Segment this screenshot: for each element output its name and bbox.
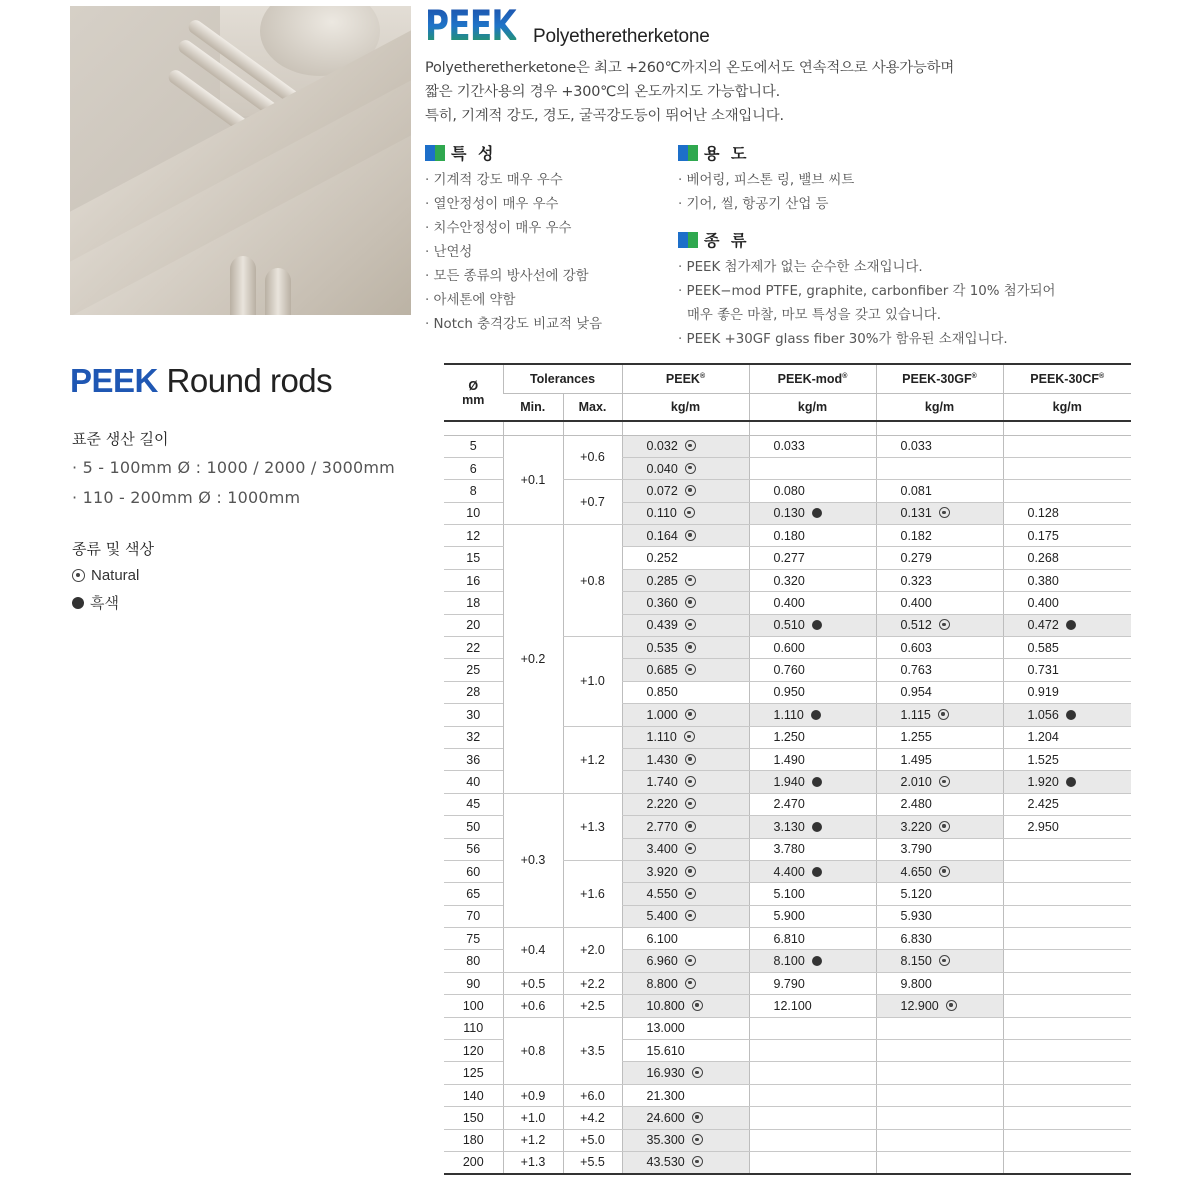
max-tolerance-cell: +6.0 [563, 1084, 622, 1106]
weight-cell: 0.400 [1003, 592, 1131, 614]
black-marker-icon [1066, 710, 1076, 720]
section-marker-icon [678, 145, 698, 161]
weight-cell: 0.130 [749, 502, 876, 524]
col-header-peek-mod: PEEK-mod® [749, 364, 876, 393]
max-tolerance-cell: +1.6 [563, 860, 622, 927]
max-header: Max. [563, 393, 622, 421]
natural-marker-icon [685, 843, 696, 854]
table-row [444, 1107, 1131, 1129]
weight-cell [749, 1040, 876, 1062]
weight-cell [1003, 883, 1131, 905]
max-tolerance-cell: +2.0 [563, 928, 622, 973]
diameter-cell: 20 [444, 614, 503, 636]
unit-header: kg/m [876, 393, 1003, 421]
diameter-cell: 65 [444, 883, 503, 905]
unit-header: kg/m [622, 393, 749, 421]
list-item: · PEEK +30GF glass fiber 30%가 함유된 소재입니다. [678, 328, 1056, 352]
natural-marker-icon [939, 866, 950, 877]
weight-cell: 13.000 [622, 1017, 749, 1039]
weight-cell: 3.790 [876, 838, 1003, 860]
min-tolerance-cell: +1.2 [503, 1129, 563, 1151]
weight-cell: 1.056 [1003, 704, 1131, 726]
weight-cell [1003, 480, 1131, 502]
weight-cell: 12.900 [876, 995, 1003, 1017]
black-marker-icon [812, 822, 822, 832]
weight-cell: 0.182 [876, 525, 1003, 547]
natural-dot-icon [72, 569, 85, 582]
intro-line: 짧은 기간사용의 경우 +300℃의 온도까지도 가능합니다. [425, 84, 780, 100]
weight-cell [1003, 1152, 1131, 1174]
max-tolerance-cell: +1.2 [563, 726, 622, 793]
intro-line: Polyetheretherketone은 최고 +260℃까지의 온도에서도 연속적으로 사용가능하며 [425, 60, 955, 76]
natural-marker-icon [939, 619, 950, 630]
weight-cell: 0.950 [749, 681, 876, 703]
diameter-cell: 56 [444, 838, 503, 860]
weight-cell: 0.131 [876, 502, 1003, 524]
natural-marker-icon [684, 731, 695, 742]
weight-cell [749, 1062, 876, 1084]
weight-cell: 3.400 [622, 838, 749, 860]
natural-marker-icon [685, 597, 696, 608]
max-tolerance-cell: +5.5 [563, 1152, 622, 1174]
weight-cell [1003, 1062, 1131, 1084]
weight-cell: 3.130 [749, 816, 876, 838]
weight-cell: 3.220 [876, 816, 1003, 838]
max-tolerance-cell: +2.2 [563, 972, 622, 994]
min-header: Min. [503, 393, 563, 421]
min-tolerance-cell: +1.3 [503, 1152, 563, 1174]
min-tolerance-cell: +0.5 [503, 972, 563, 994]
legend-black: 흑색 [72, 592, 119, 613]
min-tolerance-cell: +0.3 [503, 793, 563, 927]
black-dot-icon [72, 597, 84, 609]
col-header-peek-30cf: PEEK-30CF® [1003, 364, 1131, 393]
weight-cell: 2.425 [1003, 793, 1131, 815]
weight-cell: 0.110 [622, 502, 749, 524]
diameter-cell: 60 [444, 860, 503, 882]
weight-cell: 1.740 [622, 771, 749, 793]
diameter-cell: 5 [444, 435, 503, 457]
weight-cell: 0.277 [749, 547, 876, 569]
weight-cell [1003, 1040, 1131, 1062]
weight-cell [876, 457, 1003, 479]
black-marker-icon [812, 867, 822, 877]
list-item: · 베어링, 피스톤 링, 밸브 씨트 [678, 169, 854, 193]
weight-cell: 5.100 [749, 883, 876, 905]
weight-cell: 0.472 [1003, 614, 1131, 636]
natural-marker-icon [685, 776, 696, 787]
weight-cell: 0.279 [876, 547, 1003, 569]
weight-cell: 2.770 [622, 816, 749, 838]
max-tolerance-cell: +2.5 [563, 995, 622, 1017]
weight-cell: 1.204 [1003, 726, 1131, 748]
weight-cell [1003, 435, 1131, 457]
natural-marker-icon [938, 709, 949, 720]
weight-cell: 10.800 [622, 995, 749, 1017]
col-header-peek: PEEK® [622, 364, 749, 393]
weight-cell [1003, 1107, 1131, 1129]
weight-cell [876, 1017, 1003, 1039]
diameter-cell: 70 [444, 905, 503, 927]
weight-cell: 0.600 [749, 637, 876, 659]
weight-cell: 9.800 [876, 972, 1003, 994]
diameter-cell: 100 [444, 995, 503, 1017]
natural-marker-icon [685, 709, 696, 720]
weight-cell: 0.763 [876, 659, 1003, 681]
features-heading: 특 성 [425, 141, 496, 164]
weight-cell: 9.790 [749, 972, 876, 994]
section-marker-icon [678, 232, 698, 248]
weight-cell: 5.930 [876, 905, 1003, 927]
weight-cell [749, 1152, 876, 1174]
natural-marker-icon [939, 776, 950, 787]
diameter-cell: 140 [444, 1084, 503, 1106]
max-tolerance-cell: +1.3 [563, 793, 622, 860]
diameter-cell: 10 [444, 502, 503, 524]
weight-cell [876, 1107, 1003, 1129]
weight-cell: 6.810 [749, 928, 876, 950]
weight-cell [1003, 1129, 1131, 1151]
black-marker-icon [812, 508, 822, 518]
natural-marker-icon [685, 440, 696, 451]
natural-marker-icon [939, 507, 950, 518]
weight-cell: 0.360 [622, 592, 749, 614]
weight-cell [876, 1129, 1003, 1151]
brand-logo: PEEK [425, 1, 517, 50]
table-row [444, 995, 1131, 1017]
weight-cell: 0.535 [622, 637, 749, 659]
list-item: · PEEK−mod PTFE, graphite, carbonfiber 각 10% 첨가되어 [678, 280, 1056, 304]
table-row [444, 435, 1131, 457]
diameter-cell: 120 [444, 1040, 503, 1062]
weight-cell: 0.585 [1003, 637, 1131, 659]
max-tolerance-cell: +0.6 [563, 435, 622, 480]
weight-cell: 4.650 [876, 860, 1003, 882]
weight-cell [1003, 1017, 1131, 1039]
natural-marker-icon [685, 485, 696, 496]
diameter-cell: 30 [444, 704, 503, 726]
weight-cell: 0.268 [1003, 547, 1131, 569]
natural-marker-icon [685, 978, 696, 989]
weight-cell: 0.685 [622, 659, 749, 681]
list-item: · 열안정성이 매우 우수 [425, 193, 602, 217]
weight-cell: 8.800 [622, 972, 749, 994]
uses-list [678, 169, 854, 217]
weight-cell: 0.400 [749, 592, 876, 614]
weight-cell [1003, 838, 1131, 860]
diameter-cell: 75 [444, 928, 503, 950]
natural-marker-icon [685, 530, 696, 541]
round-rods-table [444, 363, 1131, 1175]
natural-marker-icon [685, 955, 696, 966]
diameter-cell: 28 [444, 681, 503, 703]
weight-cell: 2.010 [876, 771, 1003, 793]
diameter-cell: 18 [444, 592, 503, 614]
diameter-cell: 180 [444, 1129, 503, 1151]
natural-marker-icon [685, 575, 696, 586]
weight-cell [876, 1152, 1003, 1174]
weight-cell: 6.830 [876, 928, 1003, 950]
section-marker-icon [425, 145, 445, 161]
table-row [444, 793, 1131, 815]
weight-cell: 2.470 [749, 793, 876, 815]
weight-cell: 0.512 [876, 614, 1003, 636]
diameter-cell: 90 [444, 972, 503, 994]
uses-heading: 용 도 [678, 141, 749, 164]
legend-natural: Natural [72, 567, 139, 584]
list-item: · 난연성 [425, 241, 602, 265]
list-item: · PEEK 첨가제가 없는 순수한 소재입니다. [678, 256, 1056, 280]
weight-cell: 2.950 [1003, 816, 1131, 838]
black-marker-icon [811, 710, 821, 720]
weight-cell: 3.780 [749, 838, 876, 860]
diameter-cell: 125 [444, 1062, 503, 1084]
weight-cell [749, 457, 876, 479]
length-spec: · 5 - 100mm Ø : 1000 / 2000 / 3000mm [72, 458, 395, 477]
diameter-cell: 22 [444, 637, 503, 659]
weight-cell: 0.603 [876, 637, 1003, 659]
list-item: · 치수안정성이 매우 우수 [425, 217, 602, 241]
natural-marker-icon [685, 754, 696, 765]
unit-header: kg/m [1003, 393, 1131, 421]
weight-cell: 1.255 [876, 726, 1003, 748]
weight-cell [876, 1040, 1003, 1062]
natural-marker-icon [685, 910, 696, 921]
weight-cell [749, 1017, 876, 1039]
diameter-cell: 16 [444, 569, 503, 591]
weight-cell: 0.954 [876, 681, 1003, 703]
weight-cell: 2.220 [622, 793, 749, 815]
weight-cell: 5.900 [749, 905, 876, 927]
product-photo [70, 6, 411, 315]
weight-cell: 0.072 [622, 480, 749, 502]
weight-cell [749, 1129, 876, 1151]
diameter-cell: 8 [444, 480, 503, 502]
weight-cell: 0.323 [876, 569, 1003, 591]
diameter-cell: 110 [444, 1017, 503, 1039]
weight-cell [1003, 928, 1131, 950]
weight-cell: 1.110 [749, 704, 876, 726]
black-marker-icon [1066, 620, 1076, 630]
weight-cell: 6.100 [622, 928, 749, 950]
tolerances-header: Tolerances [503, 364, 622, 393]
weight-cell: 0.760 [749, 659, 876, 681]
weight-cell: 0.285 [622, 569, 749, 591]
weight-cell: 1.110 [622, 726, 749, 748]
natural-marker-icon [685, 821, 696, 832]
max-tolerance-cell: +4.2 [563, 1107, 622, 1129]
weight-cell [1003, 1084, 1131, 1106]
black-marker-icon [812, 777, 822, 787]
weight-cell: 1.115 [876, 704, 1003, 726]
min-tolerance-cell: +0.2 [503, 525, 563, 794]
weight-cell: 0.164 [622, 525, 749, 547]
black-marker-icon [812, 956, 822, 966]
weight-cell: 0.033 [749, 435, 876, 457]
natural-marker-icon [692, 1134, 703, 1145]
weight-cell: 0.032 [622, 435, 749, 457]
weight-cell [1003, 972, 1131, 994]
features-list [425, 169, 602, 337]
types-heading: 종 류 [678, 228, 749, 251]
intro-line: 특히, 기계적 강도, 경도, 굴곡강도등이 뛰어난 소재입니다. [425, 108, 784, 124]
natural-marker-icon [685, 798, 696, 809]
diameter-cell: 15 [444, 547, 503, 569]
weight-cell: 6.960 [622, 950, 749, 972]
weight-cell: 1.250 [749, 726, 876, 748]
weight-cell: 1.940 [749, 771, 876, 793]
weight-cell: 43.530 [622, 1152, 749, 1174]
natural-marker-icon [939, 955, 950, 966]
max-tolerance-cell: +5.0 [563, 1129, 622, 1151]
weight-cell: 5.400 [622, 905, 749, 927]
weight-cell: 0.380 [1003, 569, 1131, 591]
black-marker-icon [1066, 777, 1076, 787]
natural-marker-icon [685, 642, 696, 653]
table-row [444, 1017, 1131, 1039]
weight-cell: 5.120 [876, 883, 1003, 905]
weight-cell: 8.100 [749, 950, 876, 972]
diameter-cell: 200 [444, 1152, 503, 1174]
min-tolerance-cell: +0.8 [503, 1017, 563, 1084]
natural-marker-icon [684, 507, 695, 518]
types-list [678, 256, 1056, 352]
weight-cell: 0.180 [749, 525, 876, 547]
table-row [444, 1084, 1131, 1106]
weight-cell: 4.400 [749, 860, 876, 882]
max-tolerance-cell: +0.8 [563, 525, 622, 637]
weight-cell: 16.930 [622, 1062, 749, 1084]
natural-marker-icon [692, 1000, 703, 1011]
weight-cell: 1.490 [749, 748, 876, 770]
table-row [444, 1129, 1131, 1151]
diameter-header: Ø mm [444, 364, 503, 421]
weight-cell: 3.920 [622, 860, 749, 882]
weight-cell: 1.920 [1003, 771, 1131, 793]
weight-cell [1003, 905, 1131, 927]
max-tolerance-cell: +3.5 [563, 1017, 622, 1084]
weight-cell: 0.252 [622, 547, 749, 569]
diameter-cell: 50 [444, 816, 503, 838]
list-item: · 아세톤에 약함 [425, 289, 602, 313]
weight-cell [749, 1107, 876, 1129]
diameter-cell: 12 [444, 525, 503, 547]
weight-cell: 0.080 [749, 480, 876, 502]
natural-marker-icon [685, 664, 696, 675]
weight-cell: 1.430 [622, 748, 749, 770]
weight-cell: 0.320 [749, 569, 876, 591]
diameter-cell: 25 [444, 659, 503, 681]
min-tolerance-cell: +0.9 [503, 1084, 563, 1106]
list-item: · Notch 충격강도 비교적 낮음 [425, 313, 602, 337]
col-header-peek-30gf: PEEK-30GF® [876, 364, 1003, 393]
weight-cell: 0.175 [1003, 525, 1131, 547]
weight-cell: 0.040 [622, 457, 749, 479]
weight-cell [876, 1084, 1003, 1106]
max-tolerance-cell: +0.7 [563, 480, 622, 525]
weight-cell [876, 1062, 1003, 1084]
diameter-cell: 45 [444, 793, 503, 815]
diameter-cell: 6 [444, 457, 503, 479]
weight-cell [1003, 995, 1131, 1017]
min-tolerance-cell: +0.1 [503, 435, 563, 525]
weight-cell [1003, 457, 1131, 479]
weight-cell: 0.850 [622, 681, 749, 703]
weight-cell [1003, 950, 1131, 972]
diameter-cell: 150 [444, 1107, 503, 1129]
weight-cell: 1.525 [1003, 748, 1131, 770]
intro-text [425, 56, 1045, 128]
table-row [444, 928, 1131, 950]
weight-cell: 0.081 [876, 480, 1003, 502]
max-tolerance-cell: +1.0 [563, 637, 622, 727]
list-item: · 기계적 강도 매우 우수 [425, 169, 602, 193]
min-tolerance-cell: +0.4 [503, 928, 563, 973]
natural-marker-icon [946, 1000, 957, 1011]
weight-cell [1003, 860, 1131, 882]
weight-cell: 2.480 [876, 793, 1003, 815]
black-marker-icon [812, 620, 822, 630]
weight-cell: 24.600 [622, 1107, 749, 1129]
list-item: · 기어, 씰, 항공기 산업 등 [678, 193, 854, 217]
brand-subtitle: Polyetheretherketone [533, 26, 710, 47]
table-body [444, 421, 1131, 1174]
weight-cell: 0.919 [1003, 681, 1131, 703]
diameter-cell: 36 [444, 748, 503, 770]
natural-marker-icon [692, 1112, 703, 1123]
weight-cell: 0.510 [749, 614, 876, 636]
length-spec: · 110 - 200mm Ø : 1000mm [72, 488, 301, 507]
diameter-cell: 80 [444, 950, 503, 972]
weight-cell: 1.000 [622, 704, 749, 726]
length-label: 표준 생산 길이 [72, 430, 169, 448]
list-item: 매우 좋은 마찰, 마모 특성을 갖고 있습니다. [687, 308, 941, 323]
weight-cell: 35.300 [622, 1129, 749, 1151]
section-title: PEEK Round rods [70, 362, 333, 399]
color-label: 종류 및 색상 [72, 540, 154, 558]
natural-marker-icon [685, 463, 696, 474]
weight-cell: 8.150 [876, 950, 1003, 972]
diameter-cell: 32 [444, 726, 503, 748]
min-tolerance-cell: +0.6 [503, 995, 563, 1017]
table-row [444, 525, 1131, 547]
natural-marker-icon [692, 1067, 703, 1078]
table-row [444, 1152, 1131, 1174]
list-item: · 모든 종류의 방사선에 강함 [425, 265, 602, 289]
natural-marker-icon [939, 821, 950, 832]
weight-cell: 21.300 [622, 1084, 749, 1106]
weight-cell: 1.495 [876, 748, 1003, 770]
natural-marker-icon [685, 888, 696, 899]
weight-cell [749, 1084, 876, 1106]
natural-marker-icon [692, 1156, 703, 1167]
diameter-cell: 40 [444, 771, 503, 793]
weight-cell: 0.128 [1003, 502, 1131, 524]
table-row [444, 972, 1131, 994]
weight-cell: 0.033 [876, 435, 1003, 457]
weight-cell: 15.610 [622, 1040, 749, 1062]
natural-marker-icon [685, 866, 696, 877]
weight-cell: 0.731 [1003, 659, 1131, 681]
weight-cell: 0.439 [622, 614, 749, 636]
min-tolerance-cell: +1.0 [503, 1107, 563, 1129]
weight-cell: 12.100 [749, 995, 876, 1017]
unit-header: kg/m [749, 393, 876, 421]
natural-marker-icon [685, 619, 696, 630]
weight-cell: 0.400 [876, 592, 1003, 614]
weight-cell: 4.550 [622, 883, 749, 905]
